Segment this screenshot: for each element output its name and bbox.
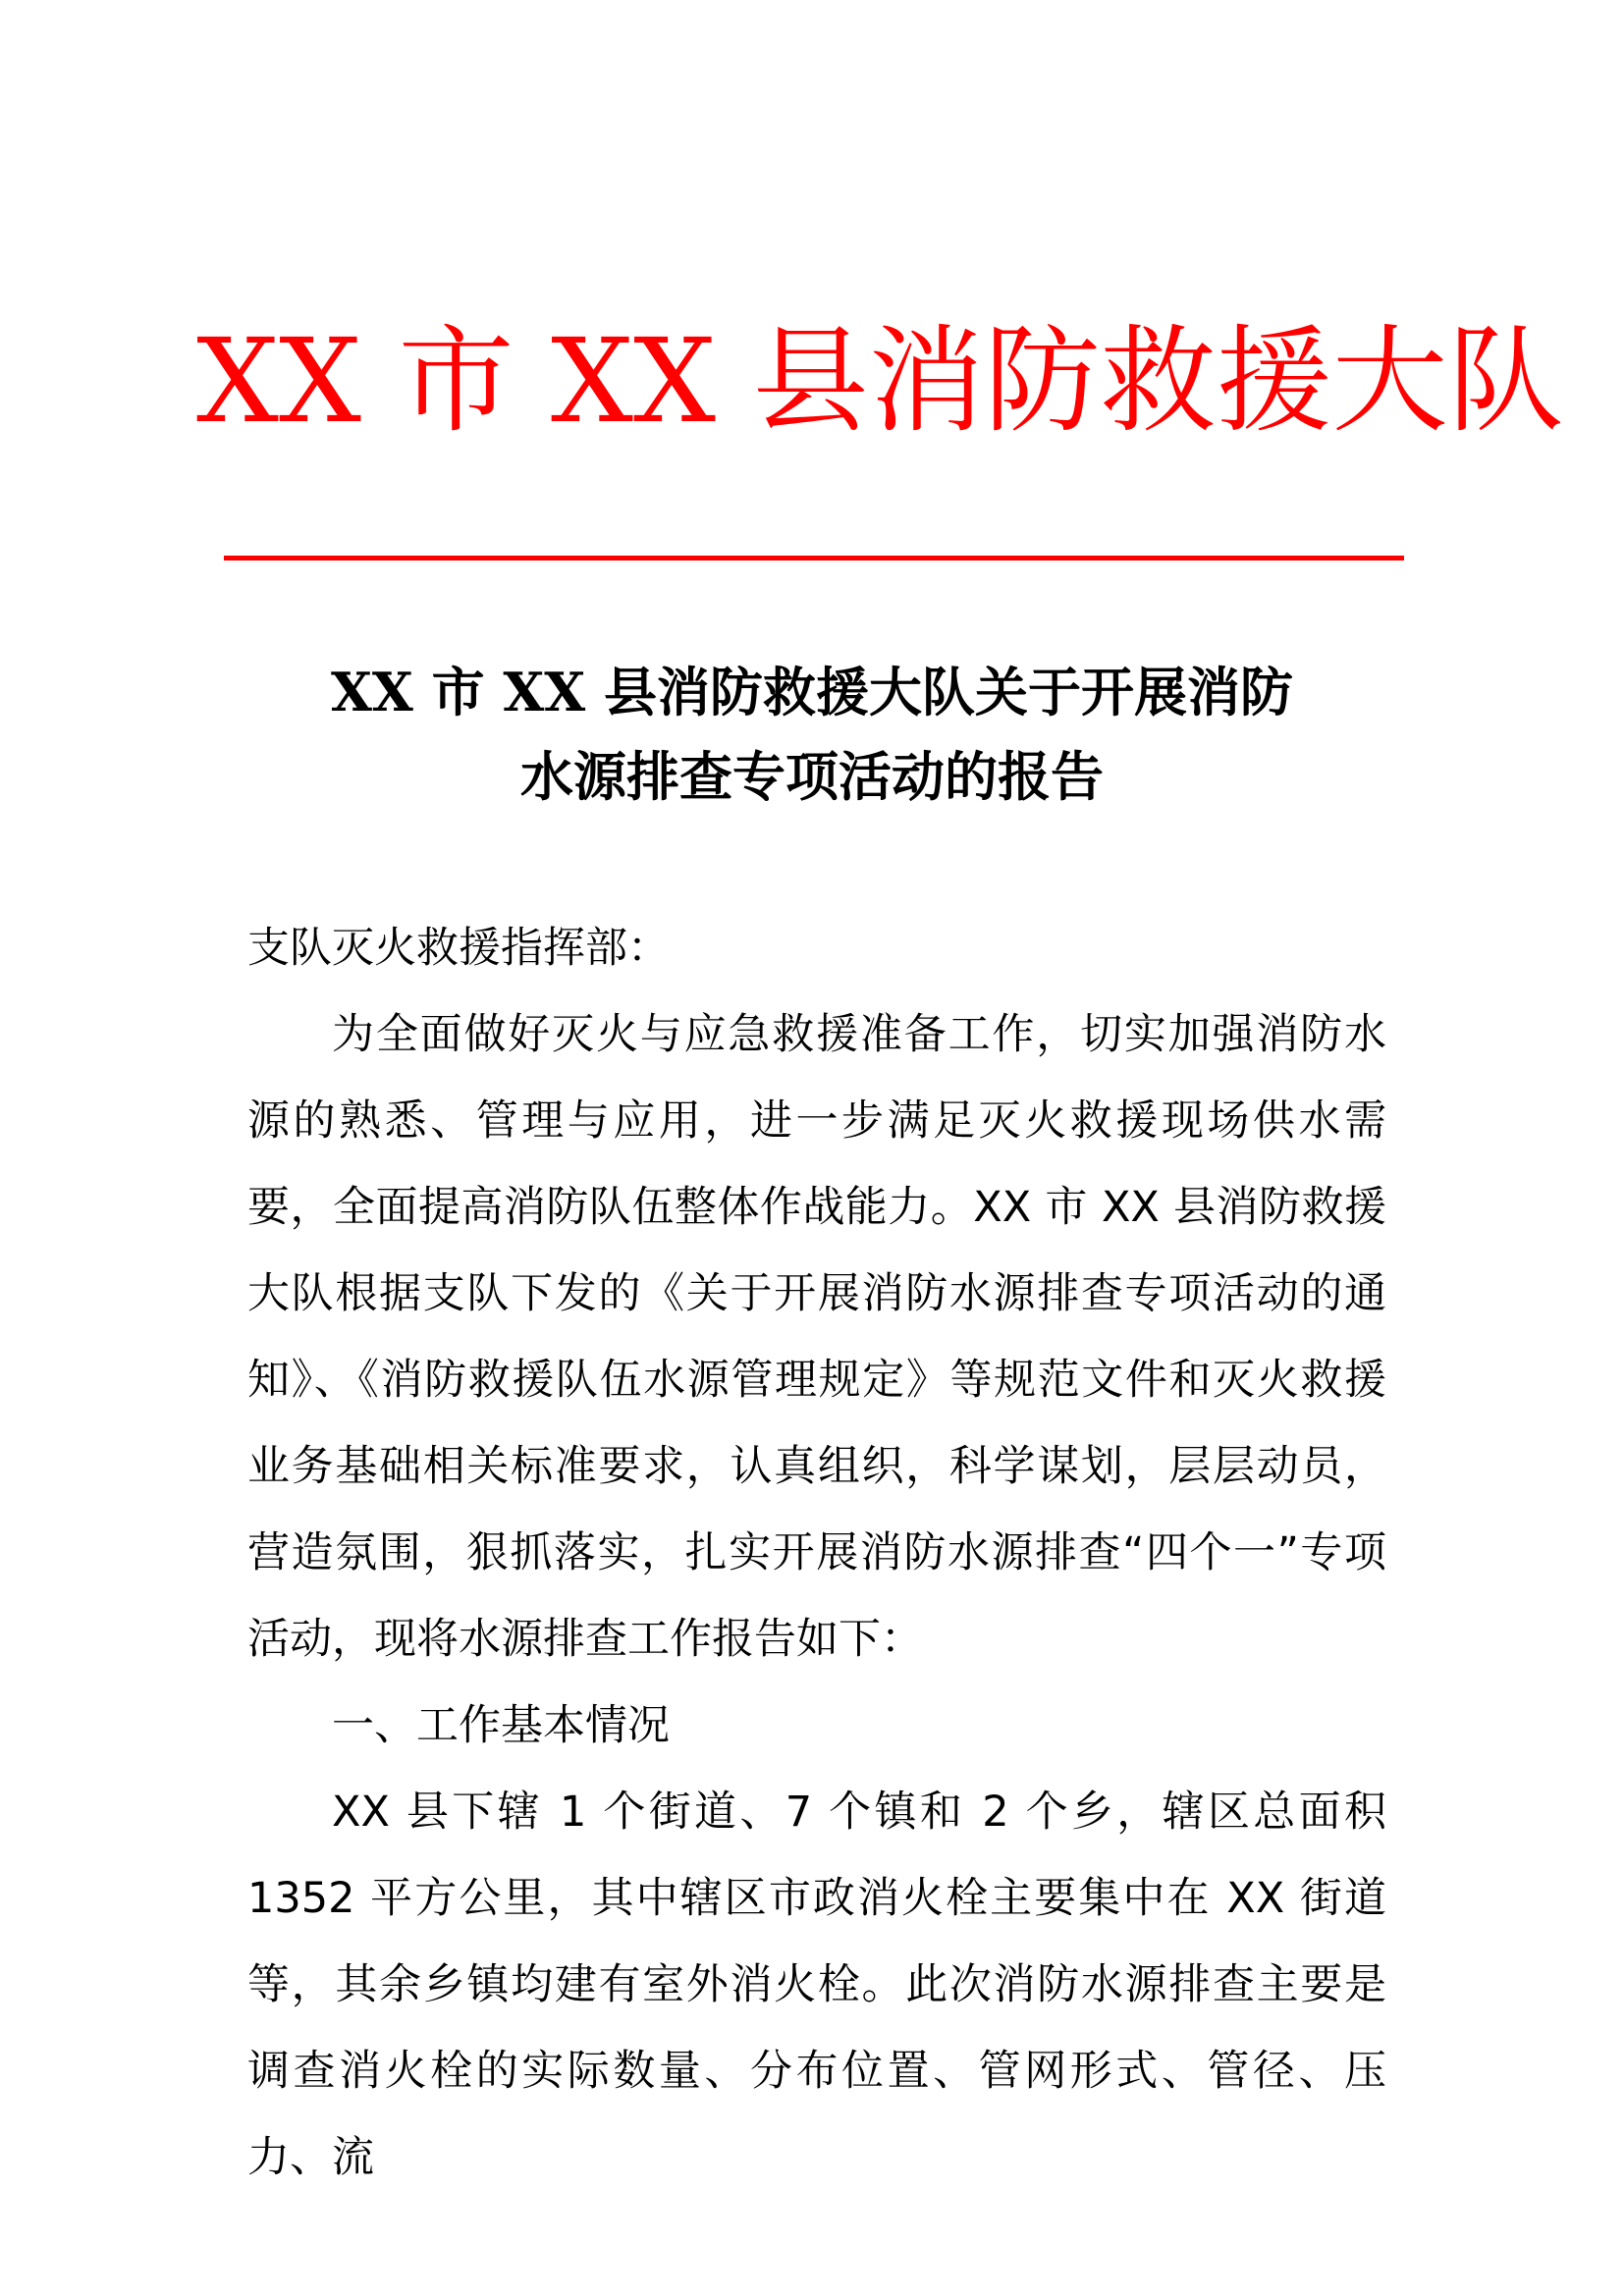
masthead-title: XX 市 XX 县消防救援大队 — [196, 313, 1564, 449]
intro-paragraph: 为全面做好灭火与应急救援准备工作，切实加强消防水源的熟悉、管理与应用，进一步满足灭火救援现场供水需要，全面提高消防队伍整体作战能力。XX 市 XX 县消防救援大队根据支队下发的《关于开展消防水源排查专项活动的通知》、《消防救援队伍水源管理规定》等规范文件和灭火救援业务基础相关标准要求，认真组织，科学谋划，层层动员，营造氛围，狠抓落实，扎实开展消防水源排查“四个一”专项活动，现将水源排查工作报告如下： — [247, 1010, 1386, 1664]
document-title-line-1: XX 市 XX 县消防救援大队关于开展消防 — [331, 661, 1293, 723]
document-title-line-2: 水源排查专项活动的报告 — [520, 745, 1104, 808]
document-body — [247, 905, 1386, 2201]
salutation: 支队灭火救援指挥部： — [247, 924, 670, 973]
section-paragraph: XX 县下辖 1 个街道、7 个镇和 2 个乡，辖区总面积 1352 平方公里，其中辖区市政消火栓主要集中在 XX 街道等，其余乡镇均建有室外消火栓。此次消防水源排查主要是调查消火栓的实际数量、分布位置、管网形式、管径、压力、流 — [247, 1788, 1386, 2182]
document-title — [196, 650, 1428, 819]
red-divider-rule — [224, 556, 1404, 561]
section-heading: 一、工作基本情况 — [332, 1701, 670, 1750]
